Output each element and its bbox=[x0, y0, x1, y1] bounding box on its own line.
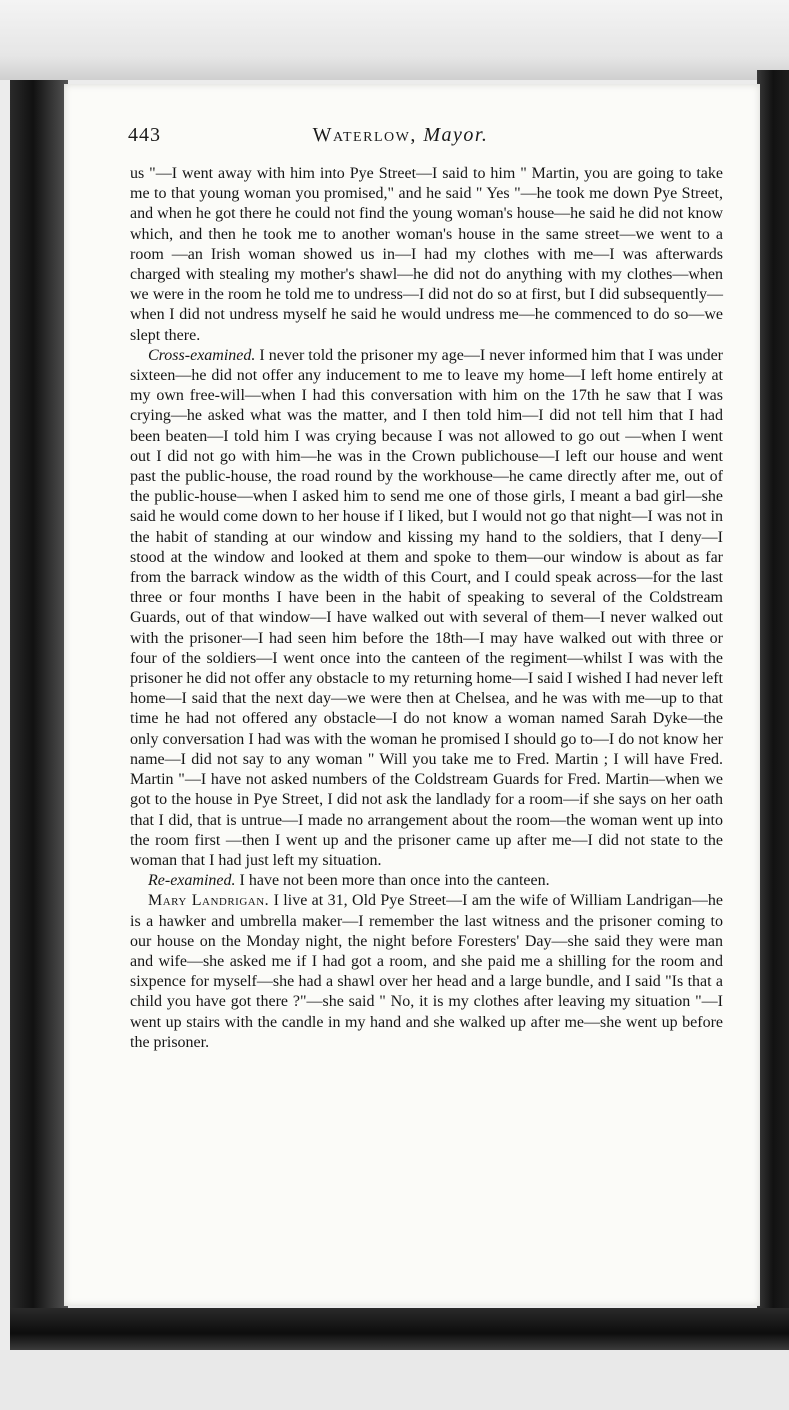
running-head bbox=[128, 124, 673, 147]
paragraph-lead: Re-examined. bbox=[148, 872, 236, 890]
scan-top-margin bbox=[0, 0, 789, 80]
paragraph-lead: Cross-examined. bbox=[148, 346, 256, 364]
paragraph-text: I live at 31, Old Pye Street—I am the wife of William Landrigan—he is a hawker and umbrella maker—I remember the last witness and the prisoner coming to our house on the Monday night, the night before Foresters' Day—she said they were man and wife—she asked me if I had got a room, and she paid me a shilling for the room and sixpence for myself—she had a shawl over her head and a large bundle, and I said "Is that a child you have got there ?"—she said " No, it is my clothes after leaving my situation "—I went up stairs with the candle in my hand and she walked up after me—she went up before the prisoner. bbox=[130, 892, 724, 1051]
book-page bbox=[64, 84, 760, 1306]
book-binding-left bbox=[10, 80, 68, 1325]
running-head-title: Mayor. bbox=[423, 124, 489, 146]
scan-bottom-margin bbox=[0, 1350, 789, 1410]
witness-name: Mary Landrigan. bbox=[148, 892, 270, 910]
paragraph-continuation bbox=[130, 164, 723, 346]
running-head-name: Waterlow, bbox=[312, 124, 417, 146]
paragraph-cross-examined bbox=[130, 346, 723, 871]
paragraph-witness-testimony bbox=[130, 891, 723, 1053]
body-text bbox=[130, 164, 723, 1053]
paragraph-text: I never told the prisoner my age—I never informed him that I was under sixteen—he did not offer any inducement to me to leave my home—I left home entirely at my own free-will—when I had this conversation with him on the 17th he saw that I was crying—he asked what was the matter, and I then told him—I did not tell him that I had been beaten—I told him I was crying because I was not allowed to go out —when I went out I did not go with him—he was in the Crown publichouse—I left our house and went past the public-house, the road round by the workhouse—he came directly after me, out of the public-house—when I asked him to send me one of those girls, I meant a bad girl—she said he would come down to her house if I liked, but I would not go that night—I was not in the habit of standing at our window and kissing my hand to the soldiers, that I deny—I stood at the window and looked at them and spoke to them—our window is about as far from the barrack window as the width of this Court, and I could speak across—for the last three or four months I have been in the habit of speaking to several of the Coldstream Guards, out of that window—I have walked out with several of them—I never walked out with the prisoner—I had seen him before the 18th—I may have walked out with three or four of the soldiers—I went once into the canteen of the regiment—whilst I was with the prisoner he did not offer any obstacle to my returning home—I said I wished I had never left home—I said that the next day—we were then at Chelsea, and he was with me—up to that time he had not offered any obstacle—I do not know a woman named Sarah Dyke—the only conversation I had was with the woman he promised I should go to—I do not know her name—I did not say to any woman " Will you take me to Fred. Martin ; I will have Fred. Martin "—I have not asked numbers of the Coldstream Guards for Fred. Martin—when we got to the house in Pye Street, I did not ask the landlady for a room—if she says on her oath that I did, that is untrue—I made no arrangement about the room—the woman went up into the room first —then I went up and the prisoner came up after me—I did not state to the woman that I had just left my situation. bbox=[130, 346, 723, 869]
paragraph-text: us "—I went away with him into Pye Street—I said to him " Martin, you are going to take me to that young woman you promised," and he said " Yes "—he took me down Pye Street, and when he got there he could not find the young woman's house—he said he did not know which, and then he took me to another woman's house in the same street—we went to a room —an Irish woman showed us in—I had my clothes with me—I was afterwards charged with stealing my mother's shawl—he did not do anything with my clothes—when we were in the room he told me to undress—I did not do so at first, but I did subsequently—when I did not undress myself he said he would undress me—he commenced to do so—we slept there. bbox=[130, 165, 723, 344]
page-header bbox=[128, 124, 673, 152]
paragraph-re-examined bbox=[130, 871, 723, 891]
book-binding-right bbox=[757, 70, 789, 1320]
paragraph-text: I have not been more than once into the canteen. bbox=[235, 872, 550, 890]
page-number: 443 bbox=[128, 124, 161, 146]
book-binding-bottom bbox=[10, 1308, 789, 1350]
